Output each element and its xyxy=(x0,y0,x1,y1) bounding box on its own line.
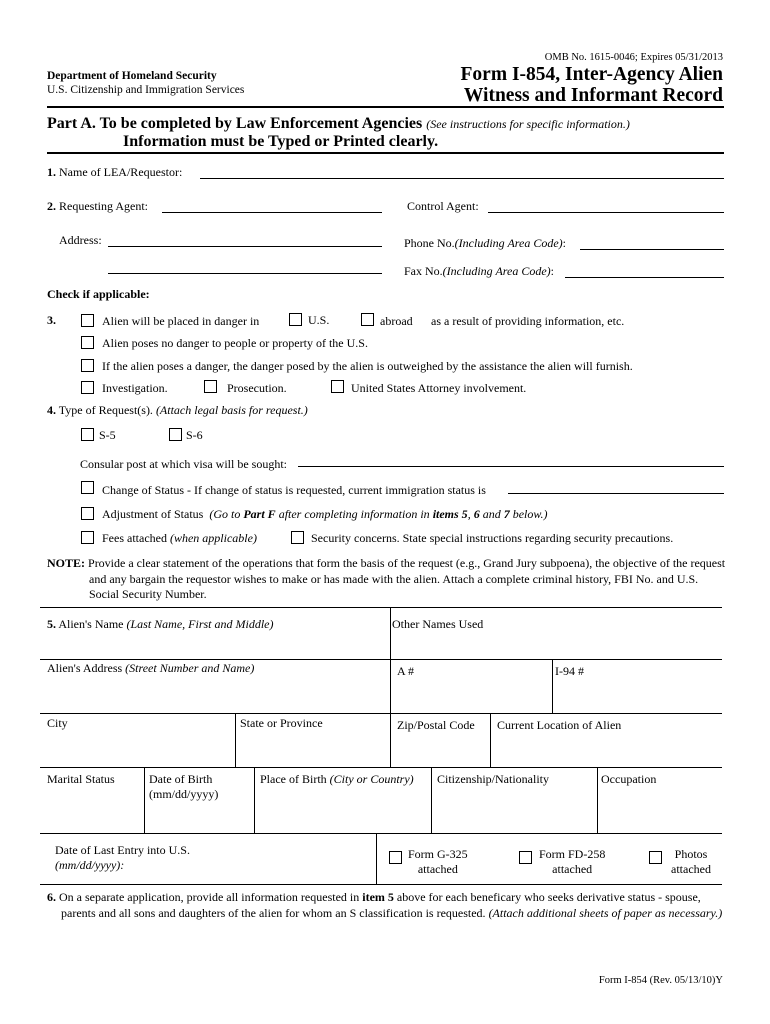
vrule xyxy=(144,767,145,833)
current-status-field[interactable] xyxy=(508,493,724,494)
requesting-agent-field[interactable] xyxy=(162,212,382,213)
s5-label: S-5 xyxy=(99,428,116,442)
security-checkbox[interactable] xyxy=(291,531,304,544)
address-field-2[interactable] xyxy=(108,273,382,274)
no-danger-checkbox[interactable] xyxy=(81,336,94,349)
citizenship-label[interactable]: Citizenship/Nationality xyxy=(437,772,549,786)
current-location-label[interactable]: Current Location of Alien xyxy=(497,718,622,732)
part-a-subheading: Information must be Typed or Printed clearly. xyxy=(123,133,439,150)
us-attorney-checkbox[interactable] xyxy=(331,380,344,393)
photos-label: Photos attached xyxy=(671,847,711,876)
consular-post-label: Consular post at which visa will be sought: xyxy=(80,457,287,471)
address-label: Address: xyxy=(59,233,102,247)
check-if-applicable: Check if applicable: xyxy=(47,287,150,301)
fees-checkbox[interactable] xyxy=(81,531,94,544)
s6-label: S-6 xyxy=(186,428,203,442)
form-title xyxy=(383,64,723,106)
department-name: Department of Homeland Security xyxy=(47,70,217,82)
agency-name: U.S. Citizenship and Immigration Services xyxy=(47,84,245,96)
form-title-line2: Witness and Informant Record xyxy=(463,85,723,106)
fd258-checkbox[interactable] xyxy=(519,851,532,864)
outweighed-label: If the alien poses a danger, the danger posed by the alien is outweighed by the assistance the alien will furnish. xyxy=(102,359,633,373)
danger-us-checkbox[interactable] xyxy=(289,313,302,326)
note-paragraph: NOTE: Provide a clear statement of the operations that form the basis of the request (e.g., Grand Jury subpoena), the objective of the request and any bargain the requestor wishes to make or has made with the alien. Attach a complete criminal history, FBI No. and U.S. Social Security Number. xyxy=(47,556,726,601)
part-a-rule xyxy=(47,152,724,154)
last-entry-label[interactable]: Date of Last Entry into U.S. (mm/dd/yyyy): xyxy=(55,843,190,872)
table-bottom-rule xyxy=(40,884,722,885)
vrule xyxy=(390,607,391,659)
s5-checkbox[interactable] xyxy=(81,428,94,441)
security-label: Security concerns. State special instructions regarding security precautions. xyxy=(311,531,674,545)
prosecution-checkbox[interactable] xyxy=(204,380,217,393)
item-1-label: 1. Name of LEA/Requestor: xyxy=(47,165,183,179)
fax-field[interactable] xyxy=(565,277,724,278)
city-label[interactable]: City xyxy=(47,716,68,730)
item-2-label: 2. Requesting Agent: xyxy=(47,199,148,213)
form-revision: Form I-854 (Rev. 05/13/10)Y xyxy=(598,975,723,986)
change-status-checkbox[interactable] xyxy=(81,481,94,494)
control-agent-label: Control Agent: xyxy=(407,199,479,213)
control-agent-field[interactable] xyxy=(488,212,724,213)
address-field-1[interactable] xyxy=(108,246,382,247)
a-number-label[interactable]: A # xyxy=(397,664,415,678)
item-4-label: 4. Type of Request(s). (Attach legal basis for request.) xyxy=(47,403,308,417)
vrule xyxy=(490,713,491,767)
danger-abroad-label: abroad xyxy=(380,314,413,328)
table-row3-rule xyxy=(40,767,722,768)
i94-number-label[interactable]: I-94 # xyxy=(555,664,584,678)
lea-requestor-field[interactable] xyxy=(200,178,724,179)
part-a-heading-note: (See instructions for specific information.) xyxy=(426,117,630,131)
s6-checkbox[interactable] xyxy=(169,428,182,441)
g325-checkbox[interactable] xyxy=(389,851,402,864)
vrule xyxy=(254,767,255,833)
investigation-label: Investigation. xyxy=(102,381,168,395)
danger-abroad-checkbox[interactable] xyxy=(361,313,374,326)
omb-number: OMB No. 1615-0046; Expires 05/31/2013 xyxy=(544,52,723,63)
item-6-paragraph: 6. On a separate application, provide all information requested in item 5 above for each beneficary who seeks derivative status - spouse, parents and all sons and daughters of the alien for whom an S classification is requested. (Attach additional sheets of paper as necessary.) xyxy=(47,890,723,920)
phone-field[interactable] xyxy=(580,249,724,250)
consular-post-field[interactable] xyxy=(298,466,724,467)
part-a-heading-text: Part A. To be completed by Law Enforcement Agencies xyxy=(47,115,423,132)
danger-result-text: as a result of providing information, etc. xyxy=(431,314,625,328)
alien-name-label[interactable]: 5. Alien's Name (Last Name, First and Middle) xyxy=(47,617,274,631)
g325-label: Form G-325 attached xyxy=(408,847,468,876)
table-row4-rule xyxy=(40,833,722,834)
header-rule xyxy=(47,106,724,108)
danger-label: Alien will be placed in danger in xyxy=(102,314,260,328)
alien-address-label[interactable]: Alien's Address (Street Number and Name) xyxy=(47,661,255,675)
state-label[interactable]: State or Province xyxy=(240,716,323,730)
occupation-label[interactable]: Occupation xyxy=(601,772,657,786)
vrule xyxy=(390,713,391,767)
item-3-num: 3. xyxy=(47,313,56,327)
place-of-birth-label[interactable]: Place of Birth (City or Country) xyxy=(260,772,414,786)
zip-label[interactable]: Zip/Postal Code xyxy=(397,718,475,732)
form-title-line1: Form I-854, Inter-Agency Alien xyxy=(460,64,723,85)
marital-status-label[interactable]: Marital Status xyxy=(47,772,115,786)
photos-checkbox[interactable] xyxy=(649,851,662,864)
danger-checkbox[interactable] xyxy=(81,314,94,327)
adjustment-label: Adjustment of Status (Go to Part F after completing information in items 5, 6 and 7 below.) xyxy=(102,507,548,521)
danger-us-label: U.S. xyxy=(308,313,330,327)
fees-label: Fees attached (when applicable) xyxy=(102,531,257,545)
part-a-heading xyxy=(47,115,630,133)
table-row2-rule xyxy=(40,713,722,714)
vrule xyxy=(376,833,377,884)
outweighed-checkbox[interactable] xyxy=(81,359,94,372)
vrule xyxy=(552,659,553,713)
vrule xyxy=(235,713,236,767)
phone-label: Phone No.(Including Area Code): xyxy=(404,236,566,250)
vrule xyxy=(431,767,432,833)
investigation-checkbox[interactable] xyxy=(81,381,94,394)
us-attorney-label: United States Attorney involvement. xyxy=(351,381,527,395)
vrule xyxy=(597,767,598,833)
table-top-rule xyxy=(40,607,722,608)
fd258-label: Form FD-258 attached xyxy=(539,847,606,876)
other-names-label[interactable]: Other Names Used xyxy=(392,617,484,631)
adjustment-checkbox[interactable] xyxy=(81,507,94,520)
prosecution-label: Prosecution. xyxy=(227,381,287,395)
vrule xyxy=(390,659,391,713)
no-danger-label: Alien poses no danger to people or property of the U.S. xyxy=(102,336,368,350)
fax-label: Fax No.(Including Area Code): xyxy=(404,264,554,278)
date-of-birth-label[interactable]: Date of Birth (mm/dd/yyyy) xyxy=(149,772,219,801)
table-row1-rule xyxy=(40,659,722,660)
change-status-label: Change of Status - If change of status is requested, current immigration status is xyxy=(102,483,486,497)
